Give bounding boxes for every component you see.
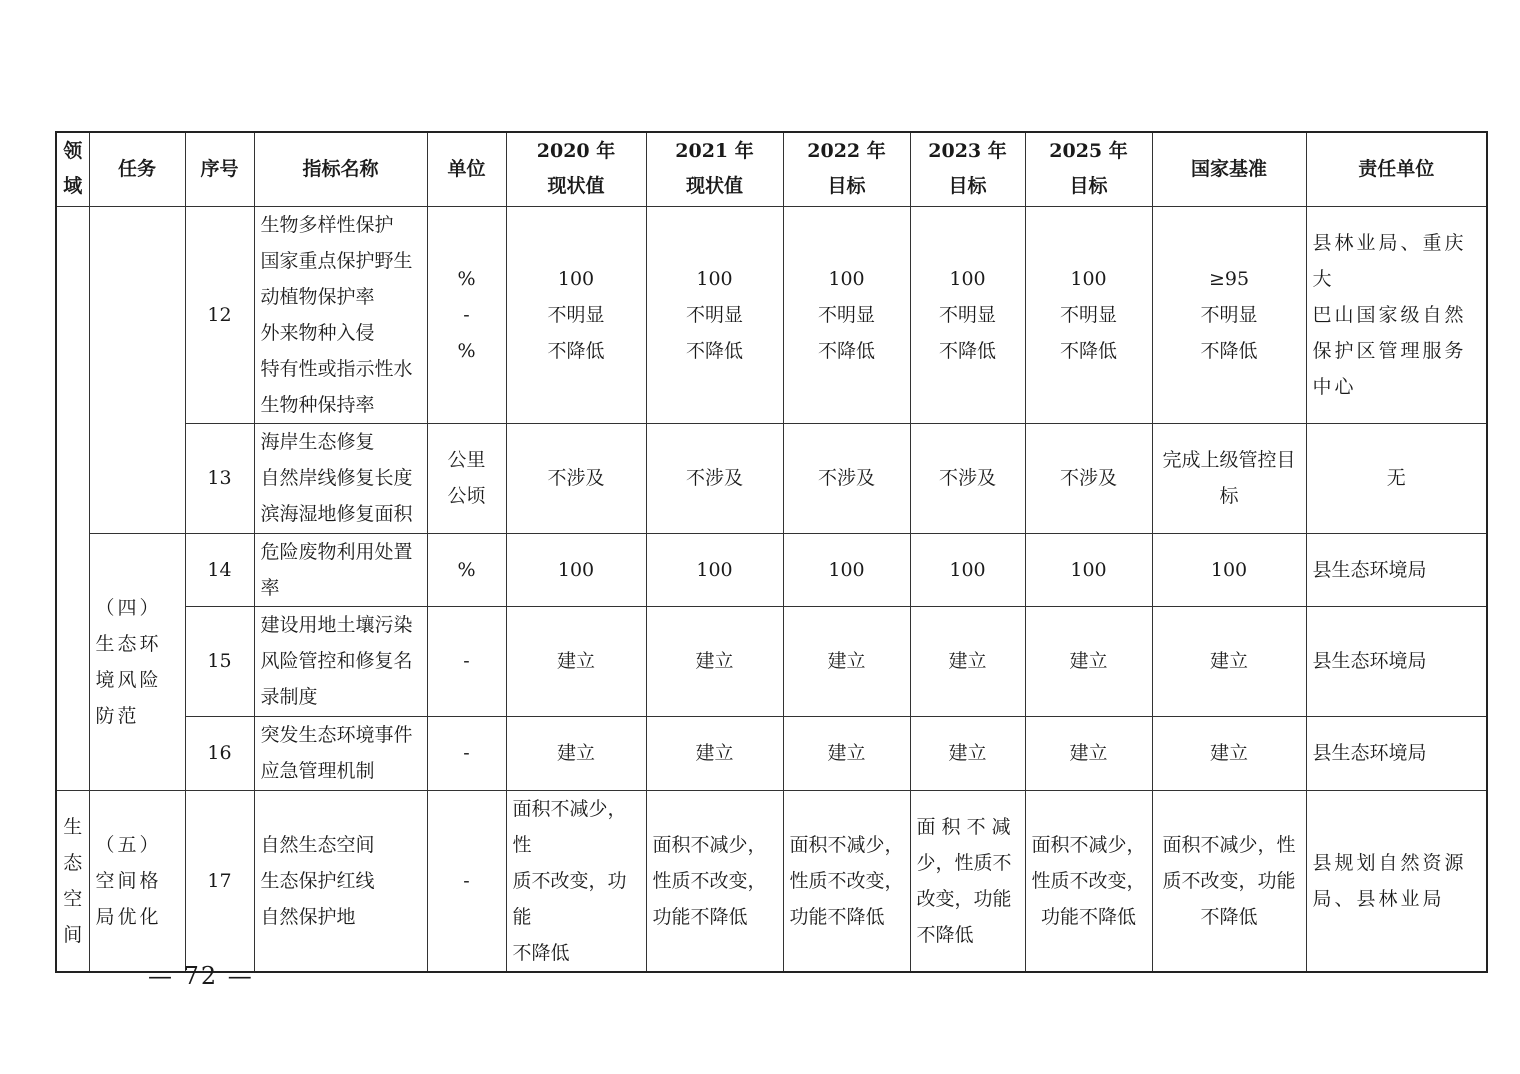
value-2025-cell: 建立 bbox=[1025, 606, 1152, 716]
seq-cell: 12 bbox=[185, 206, 254, 423]
unit-cell: - bbox=[427, 790, 506, 972]
value-2020-cell: 面积不减少，性 质不改变，功能 不降低 bbox=[506, 790, 646, 972]
header-2021: 2021 年 现状值 bbox=[646, 132, 783, 206]
value-2023-cell: 面 积 不 减 少，性质不 改变，功能 不降低 bbox=[910, 790, 1025, 972]
indicator-table bbox=[55, 131, 1488, 973]
indicator-table-wrapper bbox=[55, 131, 1488, 973]
table-row bbox=[56, 423, 1487, 533]
value-2020-cell: 不涉及 bbox=[506, 423, 646, 533]
header-seq: 序号 bbox=[185, 132, 254, 206]
task-cell: （四） 生态环 境风险 防范 bbox=[89, 533, 185, 790]
responsible-cell: 县生态环境局 bbox=[1306, 606, 1487, 716]
table-row bbox=[56, 206, 1487, 423]
seq-cell: 17 bbox=[185, 790, 254, 972]
value-2022-cell: 100 不明显 不降低 bbox=[783, 206, 910, 423]
unit-cell: % - % bbox=[427, 206, 506, 423]
header-2023: 2023 年 目标 bbox=[910, 132, 1025, 206]
value-2025-cell: 面积不减少， 性质不改变， 功能不降低 bbox=[1025, 790, 1152, 972]
task-cell-blank bbox=[89, 206, 185, 533]
header-domain: 领 域 bbox=[56, 132, 89, 206]
value-2022-cell: 建立 bbox=[783, 716, 910, 790]
value-2025-cell: 不涉及 bbox=[1025, 423, 1152, 533]
indicator-cell: 突发生态环境事件 应急管理机制 bbox=[254, 716, 427, 790]
table-row bbox=[56, 533, 1487, 606]
value-2021-cell: 不涉及 bbox=[646, 423, 783, 533]
domain-cell: 生 态 空 间 bbox=[56, 790, 89, 972]
responsible-cell: 县林业局、重庆大 巴山国家级自然 保护区管理服务 中心 bbox=[1306, 206, 1487, 423]
value-2021-cell: 100 不明显 不降低 bbox=[646, 206, 783, 423]
table-header-row bbox=[56, 132, 1487, 206]
indicator-cell: 生物多样性保护 国家重点保护野生 动植物保护率 外来物种入侵 特有性或指示性水 生物种保持率 bbox=[254, 206, 427, 423]
domain-cell-blank bbox=[56, 206, 89, 790]
value-2020-cell: 100 bbox=[506, 533, 646, 606]
page-number: — 72 — bbox=[148, 962, 254, 990]
value-2023-cell: 建立 bbox=[910, 606, 1025, 716]
baseline-cell: ≥95 不明显 不降低 bbox=[1152, 206, 1306, 423]
baseline-cell: 完成上级管控目 标 bbox=[1152, 423, 1306, 533]
table-row bbox=[56, 606, 1487, 716]
header-unit: 单位 bbox=[427, 132, 506, 206]
value-2022-cell: 不涉及 bbox=[783, 423, 910, 533]
value-2023-cell: 不涉及 bbox=[910, 423, 1025, 533]
header-baseline: 国家基准 bbox=[1152, 132, 1306, 206]
header-2025: 2025 年 目标 bbox=[1025, 132, 1152, 206]
value-2023-cell: 100 不明显 不降低 bbox=[910, 206, 1025, 423]
unit-cell: - bbox=[427, 716, 506, 790]
header-responsible: 责任单位 bbox=[1306, 132, 1487, 206]
value-2025-cell: 100 不明显 不降低 bbox=[1025, 206, 1152, 423]
unit-cell: % bbox=[427, 533, 506, 606]
value-2021-cell: 100 bbox=[646, 533, 783, 606]
value-2025-cell: 建立 bbox=[1025, 716, 1152, 790]
indicator-cell: 危险废物利用处置 率 bbox=[254, 533, 427, 606]
table-row bbox=[56, 790, 1487, 972]
responsible-cell: 县规划自然资源 局、县林业局 bbox=[1306, 790, 1487, 972]
value-2021-cell: 建立 bbox=[646, 606, 783, 716]
header-2020: 2020 年 现状值 bbox=[506, 132, 646, 206]
seq-cell: 16 bbox=[185, 716, 254, 790]
task-cell: （五） 空间格 局优化 bbox=[89, 790, 185, 972]
value-2020-cell: 100 不明显 不降低 bbox=[506, 206, 646, 423]
baseline-cell: 建立 bbox=[1152, 606, 1306, 716]
indicator-cell: 海岸生态修复 自然岸线修复长度 滨海湿地修复面积 bbox=[254, 423, 427, 533]
responsible-cell: 县生态环境局 bbox=[1306, 716, 1487, 790]
seq-cell: 13 bbox=[185, 423, 254, 533]
responsible-cell: 无 bbox=[1306, 423, 1487, 533]
seq-cell: 14 bbox=[185, 533, 254, 606]
unit-cell: - bbox=[427, 606, 506, 716]
baseline-cell: 100 bbox=[1152, 533, 1306, 606]
header-task: 任务 bbox=[89, 132, 185, 206]
header-2022: 2022 年 目标 bbox=[783, 132, 910, 206]
value-2023-cell: 建立 bbox=[910, 716, 1025, 790]
value-2022-cell: 建立 bbox=[783, 606, 910, 716]
value-2022-cell: 100 bbox=[783, 533, 910, 606]
unit-cell: 公里 公顷 bbox=[427, 423, 506, 533]
header-indicator: 指标名称 bbox=[254, 132, 427, 206]
value-2023-cell: 100 bbox=[910, 533, 1025, 606]
baseline-cell: 建立 bbox=[1152, 716, 1306, 790]
indicator-cell: 建设用地土壤污染 风险管控和修复名 录制度 bbox=[254, 606, 427, 716]
value-2021-cell: 面积不减少， 性质不改变， 功能不降低 bbox=[646, 790, 783, 972]
value-2020-cell: 建立 bbox=[506, 606, 646, 716]
value-2021-cell: 建立 bbox=[646, 716, 783, 790]
table-row bbox=[56, 716, 1487, 790]
baseline-cell: 面积不减少，性 质不改变，功能 不降低 bbox=[1152, 790, 1306, 972]
value-2020-cell: 建立 bbox=[506, 716, 646, 790]
value-2025-cell: 100 bbox=[1025, 533, 1152, 606]
indicator-cell: 自然生态空间 生态保护红线 自然保护地 bbox=[254, 790, 427, 972]
seq-cell: 15 bbox=[185, 606, 254, 716]
value-2022-cell: 面积不减少， 性质不改变， 功能不降低 bbox=[783, 790, 910, 972]
responsible-cell: 县生态环境局 bbox=[1306, 533, 1487, 606]
